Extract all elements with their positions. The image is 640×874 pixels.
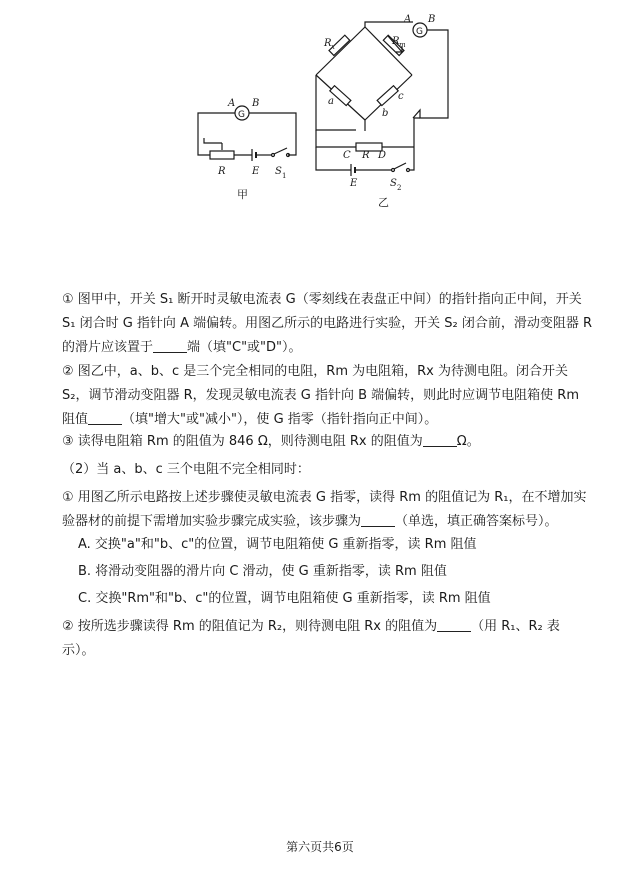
- part-2-text: （2）当 a、b、c 三个电阻不完全相同时：: [62, 462, 310, 477]
- circuit-figures: [0, 0, 640, 220]
- question-1-text: ① 图甲中，开关 S₁ 断开时灵敏电流表 G（零刻线在表盘正中间）的指针指向正中间，开关 S₁ 闭合时 G 指针向 A 端偏转。用图乙所示的电路进行实验，开关 S₂ 闭合前，滑动变阻器 R 的滑片应该置于: [62, 292, 592, 355]
- yi-label-c: C: [343, 150, 351, 161]
- yi-label-g: G: [416, 27, 423, 37]
- question-5-text: ② 按所选步骤读得 Rm 的阻值记为 R₂，则待测电阻 Rx 的阻值为: [62, 619, 438, 634]
- question-4-text: ① 用图乙所示电路按上述步骤使灵敏电流表 G 指零，读得 Rm 的阻值记为 R₁，在不增加实验器材的前提下需增加实验步骤完成实验，该步骤为: [62, 490, 587, 529]
- answer-blank-3: [423, 433, 457, 447]
- option-b: B. 将滑动变阻器的滑片向 C 滑动，使 G 重新指零，读 Rm 阻值: [78, 564, 447, 579]
- page-footer: 第六页共6页: [286, 840, 354, 854]
- jia-label-s-sub: 1: [282, 172, 287, 180]
- yi-label-rx-sub: x: [331, 43, 335, 51]
- question-4: [62, 486, 592, 534]
- part-2-heading: [62, 458, 592, 482]
- option-c: C. 交换"Rm"和"b、c"的位置，调节电阻箱使 G 重新指零，读 Rm 阻值: [78, 591, 491, 606]
- question-2-text: ② 图乙中，a、b、c 是三个完全相同的电阻，Rm 为电阻箱，Rx 为待测电阻。闭合开关 S₂，调节滑动变阻器 R，发现灵敏电流表 G 指针向 B 端偏转，则此时应调节电阻箱使 Rm 阻值: [62, 364, 579, 427]
- yi-label-e: E: [350, 178, 358, 189]
- question-2: [62, 360, 592, 432]
- jia-label-g: G: [238, 110, 245, 120]
- option-a: A. 交换"a"和"b、c"的位置，调节电阻箱使 G 重新指零，读 Rm 阻值: [78, 537, 477, 552]
- yi-label-s-sub: 2: [397, 184, 402, 192]
- answer-blank-4: [361, 513, 395, 527]
- yi-label-b: B: [428, 14, 436, 25]
- answer-blank-1: [153, 339, 187, 353]
- question-3-tail: Ω。: [456, 434, 480, 449]
- question-1-tail: 端（填"C"或"D"）。: [187, 340, 302, 355]
- yi-label-d: D: [378, 150, 387, 161]
- jia-label-e: E: [252, 166, 260, 177]
- question-3-text: ③ 读得电阻箱 Rm 的阻值为 846 Ω，则待测电阻 Rx 的阻值为: [62, 434, 423, 449]
- jia-label-r: R: [218, 166, 226, 177]
- yi-label-rm-sub: m: [399, 41, 406, 49]
- jia-label-b: B: [252, 98, 260, 109]
- yi-label-rx: R: [324, 38, 332, 49]
- yi-label-a-resistor: a: [328, 96, 334, 107]
- question-4-tail: （单选，填正确答案标号）。: [395, 514, 558, 529]
- jia-label-s: S: [275, 166, 282, 177]
- question-1: [62, 288, 592, 360]
- yi-label-s: S: [390, 178, 397, 189]
- yi-label-a: A: [404, 14, 412, 25]
- yi-label-c-resistor: c: [398, 91, 404, 102]
- yi-label-rm: R: [392, 36, 400, 47]
- yi-label-b-resistor: b: [382, 108, 389, 119]
- yi-label-r: R: [362, 150, 370, 161]
- answer-blank-5: [437, 618, 471, 632]
- question-5-tail: （用 R₁、R₂ 表示）。: [62, 619, 560, 658]
- jia-label-a: A: [228, 98, 236, 109]
- question-5: [62, 615, 592, 663]
- question-3: [62, 430, 592, 454]
- jia-caption: 甲: [237, 188, 248, 201]
- circuit-diagram-jia: [198, 106, 296, 161]
- question-2-tail: （填"增大"或"减小"），使 G 指零（指针指向正中间）。: [122, 412, 438, 427]
- yi-caption: 乙: [378, 196, 389, 209]
- answer-blank-2: [88, 411, 122, 425]
